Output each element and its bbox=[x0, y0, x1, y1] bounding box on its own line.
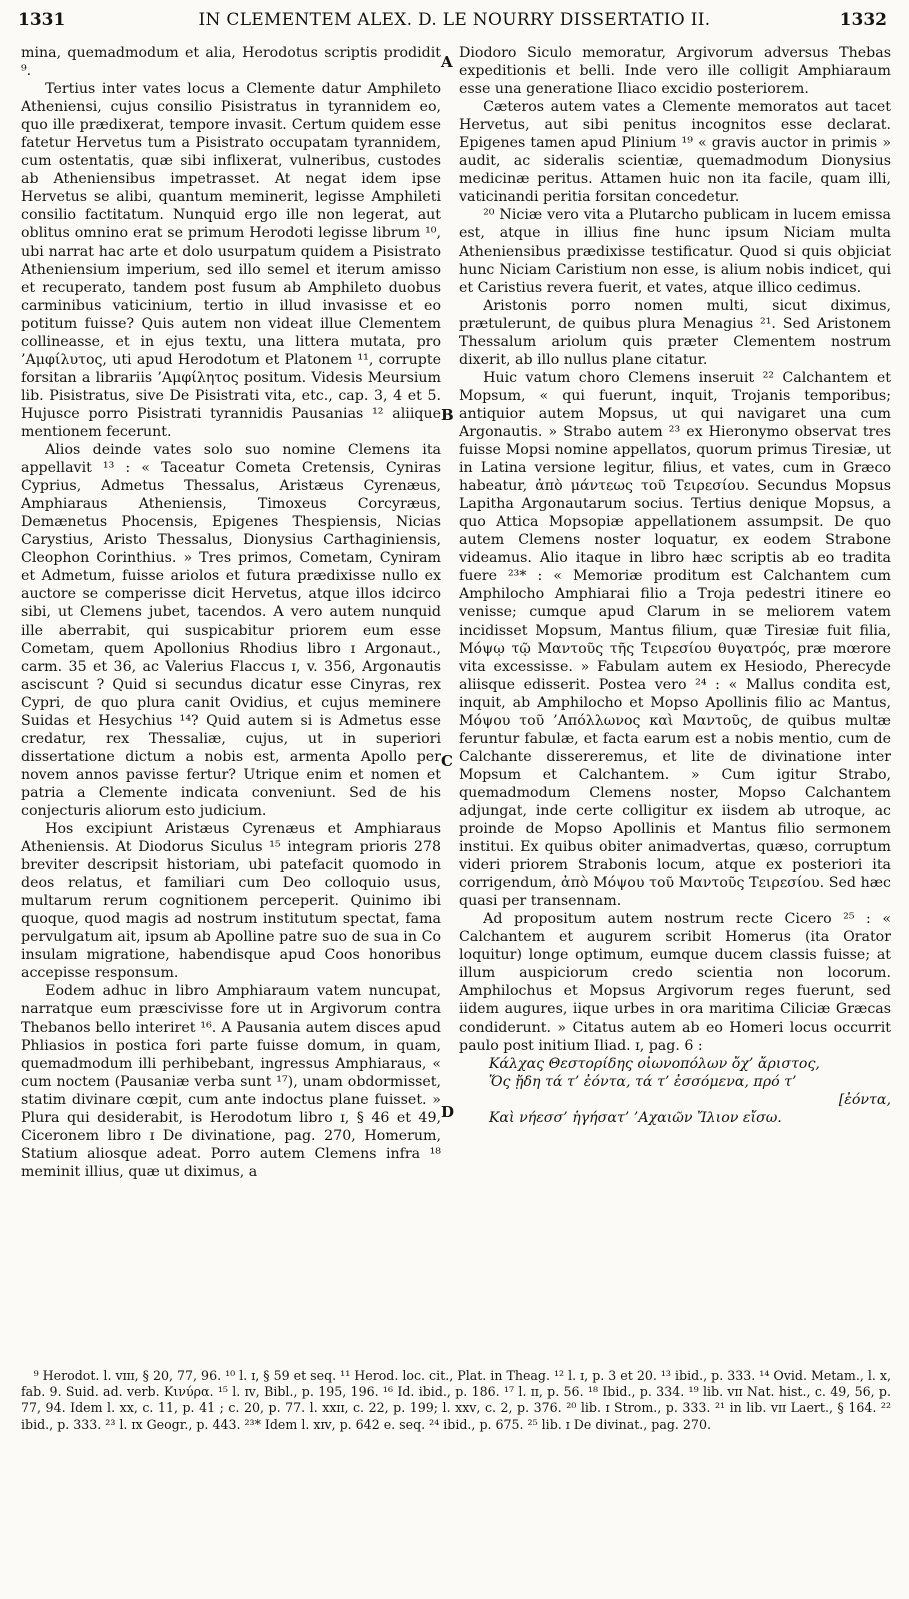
verse-line: Κάλχας Θεστορίδης οἰωνοπόλων ὄχ’ ἄριστος, bbox=[488, 1055, 820, 1072]
running-title: IN CLEMENTEM ALEX. D. LE NOURRY DISSERTATIO II. bbox=[198, 10, 711, 30]
verse-line: [ἐόντα, bbox=[838, 1091, 891, 1108]
margin-letter-c: C bbox=[441, 752, 453, 770]
paragraph: Aristonis porro nomen multi, sicut diximus, prætulerunt, de quibus plura Menagius ²¹. Sed Aristonem Thessalum ariolum quis præter Clementem nostrum dixerit, ab illo nullus plane citatur. bbox=[459, 297, 891, 368]
running-header bbox=[0, 6, 909, 36]
paragraph: Hos excipiunt Aristæus Cyrenæus et Amphiaraus Atheniensis. At Diodorus Siculus ¹⁵ integram prioris 278 breviter descripsit historiam, ubi patefacit quomodo in deos relatus, et familiari cum Deo colloquio usus, multarum rerum cognitionem perceperit. Quinimo ibi quoque, quod magis ad nostrum institutum spectat, fama pervulgatum ait, ipsum ab Apolline patre suo de sua in Co insulam migratione, habendisque apud Coos honoribus accepisse responsum. bbox=[21, 821, 441, 982]
margin-letter-b: B bbox=[441, 406, 454, 424]
footnotes bbox=[21, 1368, 891, 1488]
verse-line: Ὅς ᾔδη τά τ’ ἐόντα, τά τ’ ἐσσόμενα, πρό τ’ bbox=[488, 1073, 797, 1090]
page-number-right: 1332 bbox=[839, 10, 887, 30]
paragraph: Diodoro Siculo memoratur, Argivorum adversus Thebas expeditionis et belli. Inde vero ille colligit Amphiaraum esse una generatione Iliaco excidio posteriorem. bbox=[459, 45, 891, 98]
paragraph: ²⁰ Niciæ vero vita a Plutarcho publicam in lucem emissa est, atque in illius fine hunc ipsum Niciam multa Atheniensibus prædixisse testificatur. Quod si quis objiciat hunc Niciam Caristium non esse, is alium nobis indicet, qui et Caristius revera fuerit, et vates, atque illico cedimus. bbox=[459, 207, 891, 296]
paragraph: Alios deinde vates solo suo nomine Clemens ita appellavit ¹³ : « Taceatur Cometa Cretensis, Cyniras Cyprius, Admetus Thessalus, Aristæus Cyrenæus, Amphiaraus Atheniensis, Timoxeus Corcyræus, Demænetus Phocensis, Epigenes Thespiensis, Nicias Carystius, Aristo Thessalus, Dionysius Carthaginiensis, Cleophon Corinthius. » Tres primos, Cometam, Cyniram et Admetum, fuisse ariolos et futura prædixisse nullo ex auctore se comperisse dicit Hervetus, atque illos idcirco sibi, ut Clemens jubet, tacendos. A vero autem nunquid ille aberrabit, qui suspicabitur priorem eum esse Cometam, quem Apollonius Rhodius libro ɪ Argonaut., carm. 35 et 36, ac Valerius Flaccus ɪ, v. 356, Argonautis asciscunt ? Quid si secundus dicatur esse Cinyras, rex Cypri, de quo plura canit Ovidius, et cujus meminere Suidas et Hesychius ¹⁴? Quid autem si is Admetus esse credatur, rex Thessaliæ, cujus, ut in superiori dissertatione dictum a nobis est, armenta Apollo per novem annos pavisse fertur? Utrique enim et nomen et patria a Clemente indicata conveniunt. Sed de his conjecturis aliorum esto judicium. bbox=[21, 442, 441, 819]
paragraph: mina, quemadmodum et alia, Herodotus scriptis prodidit ⁹. bbox=[21, 45, 441, 80]
left-column bbox=[21, 44, 441, 1374]
page-number-left: 1331 bbox=[18, 10, 66, 30]
paragraph: Eodem adhuc in libro Amphiaraum vatem nuncupat, narratque eum præscivisse fore ut in Argivorum contra Thebanos bello interiret ¹⁶. A Pausania autem disces apud Phliasios in postica fori parte fuisse domum, in quam, quemadmodum illi perhibebant, ingressus Amphiaraus, « cum noctem (Pausaniæ verba sunt ¹⁷), unam obdormisset, statim divinare cœpit, cum ante indoctus plane fuisset. » Plura qui desiderabit, is Herodotum libro ɪ, § 46 et 49, Ciceronem libro ɪ De divinatione, pag. 270, Homerum, Statium aliosque adeat. Porro autem Clemens infra ¹⁸ meminit illius, quæ ut diximus, a bbox=[21, 983, 441, 1180]
right-column bbox=[459, 44, 891, 1374]
margin-letter-a: A bbox=[441, 53, 453, 71]
paragraph: Cæteros autem vates a Clemente memoratos aut tacet Hervetus, aut sibi penitus incognitos esse declarat. Epigenes tamen apud Plinium ¹⁹ « gravis auctor in primis » audit, ac sideralis scientiæ, quemadmodum Dionysius medicinæ peritus. Attamen huic non ita facile, quam illi, vaticinandi peritia forsitan concedetur. bbox=[459, 99, 891, 206]
paragraph: Tertius inter vates locus a Clemente datur Amphileto Atheniensi, cujus consilio Pisistratus in tyrannidem eo, quo ille prædixerat, tempore invasit. Certum quidem esse fatetur Hervetus tum a Pisistrato occupatam tyrannidem, cum ostentatis, quæ sibi inflixerat, vulneribus, custodes ab Atheniensibus impetrasset. At negat idem ipse Hervetus se alibi, quantum meminerit, legisse Amphileti consilio factitatum. Nunquid ergo ille non legerat, aut oblitus omnino erat se primum Herodoti legisse librum ¹⁰, ubi narrat hac arte et dolo usurpatum quidem a Pisistrato Atheniensium imperium, sed illo semel et iterum amisso et recuperato, tandem post fusum ab Amphileto duobus carminibus vaticinium, tertio in illud invasisse et eo potitum fuisse? Quis autem non videat illue Clementem collineasse, et in ejus textu, una littera mutata, pro ’Αμφίλυτος, uti apud Herodotum et Platonem ¹¹, corrupte forsitan a librariis ’Αμφίλητος positum. Videsis Meursium lib. Pisistratus, sive De Pisistrati vita, etc., cap. 3, 4 et 5. Hujusce porro Pisistrati tyrannidis Pausanias ¹² aliique mentionem fecerunt. bbox=[21, 81, 441, 440]
footnote-text: ⁹ Herodot. l. ᴠɪɪɪ, § 20, 77, 96. ¹⁰ l. ɪ, § 59 et seq. ¹¹ Herod. loc. cit., Plat. in Theag. ¹² l. ɪ, p. 3 et 20. ¹³ ibid., p. 333. ¹⁴ Ovid. Metam., l. x, fab. 9. Suid. ad. verb. Κινύρα. ¹⁵ l. ɪᴠ, Bibl., p. 195, 196. ¹⁶ Id. ibid., p. 186. ¹⁷ l. ɪɪ, p. 56. ¹⁸ Ibid., p. 334. ¹⁹ lib. ᴠɪɪ Nat. hist., c. 49, 56, p. 77, 94. Idem l. xx, c. 11, p. 41 ; c. 20, p. 77. l. xxɪɪ, c. 22, p. 199; l. xxᴠ, c. 2, p. 376. ²⁰ lib. ɪ Strom., p. 333. ²¹ in lib. ᴠɪɪ Laert., § 164. ²² ibid., p. 333. ²³ l. ɪx Geogr., p. 443. ²³* Idem l. xɪᴠ, p. 642 e. seq. ²⁴ ibid., p. 675. ²⁵ lib. ɪ De divinat., pag. 270. bbox=[21, 1368, 891, 1432]
paragraph: Huic vatum choro Clemens inseruit ²² Calchantem et Mopsum, « qui fuerunt, inquit, Trojanis temporibus; antiquior autem Mopsus, ut qui navigaret una cum Argonautis. » Strabo autem ²³ ex Hieronymo observat tres fuisse Mopsi nomine appellatos, quorum primus Tiresiæ, ut in Latina versione legitur, filius, et vates, cum in Græco habeatur, ἀπὸ μάντεως τοῦ Τειρεσίου. Secundus Mopsus Lapitha Argonautarum socius. Tertius denique Mopsus, a quo Attica Mopsopiæ appellationem assumpsit. De quo autem Clemens noster loquatur, ex eodem Strabone videamus. Alio itaque in libro hæc scriptis ab eo tradita fuere ²³* : « Memoriæ proditum est Calchantem cum Amphilocho Amphiarai filio a Troja pedestri itinere eo venisse; cumque apud Clarum in se meliorem vatem incidisset Mopsum, Mantus filium, quæ Tiresiæ fuit filia, Μόψῳ τῷ Μαντοῦς τῆς Τειρεσίου θυγατρός, præ mœrore vita excessisse. » Fabulam autem ex Hesiodo, Pherecyde aliisque edisserit. Postea vero ²⁴ : « Mallus condita est, inquit, ab Amphilocho et Mopso Apollinis filio ac Mantus, Μόψου τοῦ ’Απόλλωνος καὶ Μαντοῦς, de quibus multæ feruntur fabulæ, et facta earum est a nobis mentio, cum de Calchante dissereremus, et lite de divinatione inter Mopsum et Calchantem. » Cum igitur Strabo, quemadmodum Clemens noster, Mopso Calchantem adjungat, inde certe colligitur ex iisdem ab utroque, ac proinde de Mopso Apollinis et Mantus filio sermonem institui. Ex quibus obiter animadvertas, quæso, corruptum videri priorem Strabonis locum, atque ex posteriori ita corrigendum, ἀπὸ Μόψου τοῦ Μαντοῦς Τειρεσίου. Sed hæc quasi per transennam. bbox=[459, 369, 891, 910]
paragraph: Ad propositum autem nostrum recte Cicero ²⁵ : « Calchantem et augurem scribit Homerus (ita Orator loquitur) longe optimum, eumque ducem classis fuisse; at illum auspiciorum credo scientia non locorum. Amphilochus et Mopsus Argivorum reges fuerunt, sed iidem augures, iique urbes in ora maritima Ciliciæ Græcas condiderunt. » Citatus autem ab eo Homeri locus occurrit paulo post initium Iliad. ɪ, pag. 6 : bbox=[459, 911, 891, 1054]
verse-line: Καὶ νήεσσ’ ἡγήσατ’ ’Αχαιῶν Ἴλιον εἴσω. bbox=[488, 1109, 782, 1126]
margin-letter-d: D bbox=[441, 1103, 455, 1121]
